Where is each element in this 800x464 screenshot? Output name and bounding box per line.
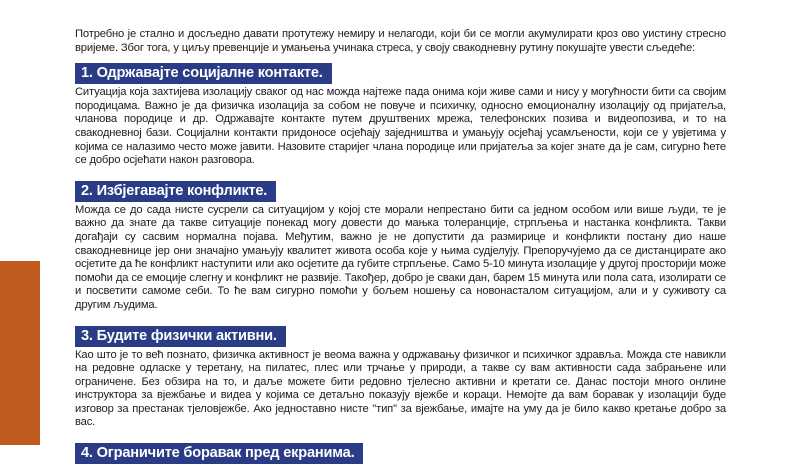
left-accent-bar [0, 261, 40, 445]
section-3-body: Као што је то већ познато, физичка активност је веома важна у одржавању физичког и психичког здравља. Можда сте навикли на редовне одласке у теретану, на пилатес, плес или трчање у природи, а такве су вам активности сада забрањене или ограничене. Без обзира на то, и даље можете бити редовно тјелесно активни и кретати се. Данас постоји много онлине инструктора за вјежбање и видеа у којима се детаљно показују вјежбе и кораци. Немојте да вам боравак у изолацији буде изговор за престанак тјеловјежбе. Ако једноставно нисте "тип" за вјежбање, имајте на уму да је било какво кретање добро за вас. [75, 348, 726, 429]
section-2 [75, 173, 726, 313]
section-2-body: Можда се до сада нисте сусрели са ситуацијом у којој сте морали непрестано бити са једном особом или више људи, те је важно да знате да такве ситуације понекад могу довести до мањка толеранције, стрпљења и настанка конфликта. Такви догађаји су сасвим нормална појава. Међутим, важно је не допустити да размирице и конфликти постану дио наше свакодневнице јер они значајно умањују квалитет живота особа које у њима судјелују. Препоручујемо да се дистанцирате ако осјетите да ће конфликт наступити или ако осјетите да губите стрпљење. Само 5-10 минута изолације у другој просторији може помоћи да се емоције слегну и конфликт не развије. Такођер, добро је сваки дан, барем 15 минута или пола сата, изолирати се и посветити самоме себи. То ће вам сигурно помоћи у бољем ношењу са новонасталом ситуацијом, али и у суживоту са другим људима. [75, 203, 726, 311]
section-1 [75, 55, 726, 168]
section-4-header: 4. Ограничите боравак пред екранима. [75, 443, 363, 464]
section-2-header: 2. Избјегавајте конфликте. [75, 181, 276, 202]
intro-paragraph: Потребно је стално и досљедно давати протутежу немиру и нелагоди, који би се могли акумулирати кроз ово уистину стресно вријеме. Због тога, у циљу превенције и умањења учинака стреса, у своју свакодневну рутину покушајте увести сљедеће: [75, 28, 726, 54]
section-1-header: 1. Одржавајте социјалне контакте. [75, 63, 332, 84]
section-4 [75, 435, 726, 464]
section-1-body: Ситуација која захтијева изолацију сваког од нас можда најтеже пада онима који живе сами и нису у могућности бити са својим породицама. Важно је да физичка изолација за собом не повуче и психичку, односно емоционалну изолацију од пријатеља, чланова породице и др. Одржавајте контакте путем друштвених мрежа, телефонских позива и видеопозива, и то на свакодневној бази. Социјални контакти придоносе осјећају заједништва и умањују осјећај усамљености, који се у увјетима у којима се налазимо често може јавити. Назовите старијег члана породице или пријатеља за којег знате да је сам, сигурно ћете се добро осјећати након разговора. [75, 86, 726, 167]
document-content [75, 0, 726, 464]
section-3-header: 3. Будите физички активни. [75, 326, 286, 347]
section-3 [75, 318, 726, 431]
